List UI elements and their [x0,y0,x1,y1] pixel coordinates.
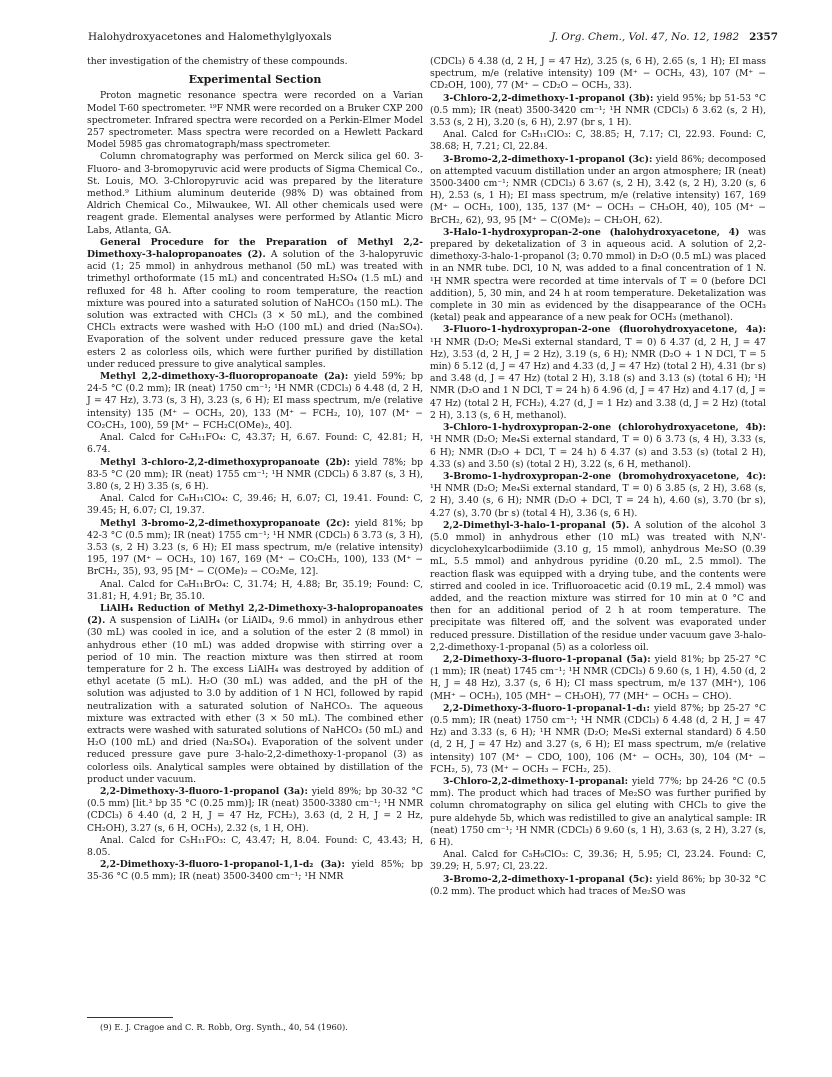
paragraph [430,703,766,776]
paragraph [87,518,423,579]
paragraph-body: ¹H NMR (D₂O; Me₄Si external standard, T = 0) δ 3.73 (s, 4 H), 3.33 (s, 6 H); NMR (D₂O + DCl, T = 24 h) δ 4.37 (s) and 3.53 (s) (total 2 H), 4.33 (s) and 3.50 (s) (total 2 H), 3.22 (s, 6 H, methanol). [430,434,766,470]
paragraph-body: A solution of the 3-halopyruvic acid (1; 25 mmol) in anhydrous methanol (50 mL) was treated with trimethyl orthoformate (15 mL) and concentrated H₂SO₄ (1.5 mL) and refluxed for 48 h. After cooling to room temperature, the reaction mixture was poured into a saturated solution of NaHCO₃ (150 mL). The solution was extracted with CHCl₃ (3 × 50 mL), and the combined CHCl₃ extracts were washed with H₂O (100 mL) and dried (Na₂SO₄). Evaporation of the solvent under reduced pressure gave the ketal esters 2 as colorless oils, which were further purified by distillation under reduced pressure to give analytical samples. [87,249,423,370]
compound-heading: 3-Halo-1-hydroxypropan-2-one (halohydroxyacetone, 4) [443,226,740,238]
paragraph-heading: General Procedure for the Preparation of Methyl 2,2-Dimethoxy-3-halopropanoates (2). [87,236,423,261]
paragraph-body: yield 95%; bp 51-53 °C (0.5 mm); IR (neat) 3500-3420 cm⁻¹; ¹H NMR (CDCl₃) δ 3.62 (s, 2 H), 3.53 (s, 2 H), 3.20 (s, 6 H), 2.97 (br s, 1 H). [430,92,767,129]
paragraph [430,471,766,520]
paragraph [87,237,423,371]
paragraph [430,874,766,898]
paragraph: (CDCl₃) δ 4.38 (d, 2 H, J = 47 Hz), 3.25 (s, 6 H), 2.65 (s, 1 H); EI mass spectrum, m/e (relative intensity) 109 (M⁺ − OCH₃, 43), 107 (M⁺ − CD₂OH, 100), 77 (M⁺ − CD₂O − OCH₃, 33). [430,56,766,92]
paragraph-body: A suspension of LiAlH₄ (or LiAlD₄, 9.6 mmol) in anhydrous ether (30 mL) was cooled in ice, and a solution of the ester 2 (8 mmol) in anhydrous ether (10 mL) was added dropwise with stirring over a period of 10 min. The reaction mixture was then stirred at room temperature for 2 h. The excess LiAlH₄ was destroyed by addition of ethyl acetate (5 mL). H₂O (30 mL) was added, and the pH of the solution was adjusted to 3.0 by addition of 1 N HCl, followed by rapid neutralization with a saturated solution of NaHCO₃. The aqueous mixture was extracted with ether (3 × 50 mL). The combined ether extracts were washed with saturated solutions of NaHCO₃ (50 mL) and H₂O (100 mL) and dried (Na₂SO₄). Evaporation of the solvent under reduced pressure gave pure 3-halo-2,2-dimethoxy-1-propanol (3) as colorless oils. Analytical samples were obtained by distillation of the product under vacuum. [87,615,423,785]
compound-heading: 3-Chloro-1-hydroxypropan-2-one (chlorohydroxyacetone, 4b): [443,422,766,434]
paragraph [87,603,423,786]
paragraph [430,93,766,130]
paragraph-body: yield 78%; bp 83-5 °C (20 mm); IR (neat) 1755 cm⁻¹; ¹H NMR (CDCl₃) δ 3.87 (s, 3 H), 3.80 (s, 2 H) 3.35 (s, 6 H). [87,456,423,492]
paragraph-heading: LiAlH₄ Reduction of Methyl 2,2-Dimethoxy-3-halopropanoates (2). [87,602,423,627]
paragraph-body: yield 86%; bp 30-32 °C (0.2 mm). The product which had traces of Me₂SO was [430,873,766,897]
footnote: (9) E. J. Cragoe and C. R. Robb, Org. Synth., 40, 54 (1960). [100,1022,348,1032]
analysis-line: Anal. Calcd for C₆H₁₁FO₄: C, 43.37; H, 6.67. Found: C, 42.81; H, 6.74. [87,432,423,456]
paragraph [87,457,423,494]
paragraph-body: ¹H NMR (D₂O; Me₄Si external standard, T = 0) δ 3.85 (s, 2 H), 3.68 (s, 2 H), 3.40 (s, 6 H); NMR (D₂O + DCl, T = 24 h), 4.60 (s), 3.70 (br s), 4.27 (s), 3.70 (br s) (total 4 H), 3.36 (s, 6 H). [430,483,766,519]
paragraph [87,786,423,835]
compound-heading: 3-Chloro-2,2-dimethoxy-1-propanal: [443,775,629,787]
compound-heading: 3-Bromo-2,2-dimethoxy-1-propanol (3c): [443,153,653,165]
paragraph [87,859,423,883]
compound-heading: 3-Bromo-1-hydroxypropan-2-one (bromohydroxyacetone, 4c): [443,470,766,482]
analysis-line: Anal. Calcd for C₅H₁₁FO₃: C, 43.47; H, 8.04. Found: C, 43.43; H, 8.05. [87,834,423,858]
compound-heading: 2,2-Dimethoxy-3-fluoro-1-propanol (3a): [100,785,308,797]
compound-heading: 2,2-Dimethyl-3-halo-1-propanal (5). [443,519,630,531]
left-column [87,56,423,884]
paragraph-body: yield 81%; bp 42-3 °C (0.5 mm); IR (neat) 1755 cm⁻¹; ¹H NMR (CDCl₃) δ 3.73 (s, 3 H), 3.53 (s, 2 H) 3.23 (s, 6 H); EI mass spectrum, m/e (relative intensity) 195, 197 (M⁺ − OCH₃, 10) 167, 169 (M⁺ − CO₂CH₃, 100), 133 (M⁺ − BrCH₂, 35), 93, 95 [M⁺ − C(OMe)₂ − CO₂Me, 12]. [87,517,424,578]
paragraph-body: yield 59%; bp 24-5 °C (0.2 mm); IR (neat) 1750 cm⁻¹; ¹H NMR (CDCl₃) δ 4.48 (d, 2 H, J = 47 Hz), 3.73 (s, 3 H), 3.23 (s, 6 H); EI mass spectrum, m/e (relative intensity) 135 (M⁺ − OCH₃, 20), 133 (M⁺ − FCH₂, 10), 107 (M⁺ − CO₂CH₃, 100), 59 [M⁺ − FCH₂C(OMe)₂, 40]. [87,371,423,431]
paragraph: Column chromatography was performed on Merck silica gel 60. 3-Fluoro- and 3-bromopyruvic acid were products of Sigma Chemical Co., St. Louis, MO. 3-Chloropyruvic acid was prepared by the literature method.⁹ Lithium aluminum deuteride (98% D) was obtained from Aldrich Chemical Co., Milwaukee, WI. All other chemicals used were reagent grade. Elemental analyses were performed by Atlantic Micro Labs, Atlanta, GA. [87,151,423,236]
paragraph-body: yield 77%; bp 24-26 °C (0.5 mm). The product which had traces of Me₂SO was further purified by column chromatography on silica gel eluting with CHCl₃ to give the pure aldehyde 5b, which was redistilled to give an analytical sample: IR (neat) 1750 cm⁻¹; ¹H NMR (CDCl₃) δ 9.60 (s, 1 H), 3.63 (s, 2 H), 3.27 (s, 6 H). [430,775,766,848]
paragraph [430,154,766,227]
compound-heading: 3-Fluoro-1-hydroxypropan-2-one (fluorohydroxyacetone, 4a): [443,324,766,336]
compound-heading: 3-Bromo-2,2-dimethoxy-1-propanal (5c): [443,873,653,885]
page-number: 2357 [749,31,778,43]
paragraph-body: yield 86%; decomposed on attempted vacuum distillation under an argon atmosphere; IR (neat) 3500-3400 cm⁻¹; NMR (CDCl₃) δ 3.67 (s, 2 H), 3.42 (s, 2 H), 3.20 (s, 6 H), 2.53 (s, 1 H); EI mass spectrum, m/e (relative intensity) 167, 169 (M⁺ − OCH₃, 100), 135, 137 (M⁺ − OCH₃ − CH₃OH, 40), 105 (M⁺ − BrCH₂, 62), 93, 95 [M⁺ − C(OMe)₂ − CH₂OH, 62). [430,153,766,226]
compound-heading: 2,2-Dimethoxy-3-fluoro-1-propanal-1-d₁: [443,702,650,714]
paragraph-body: yield 89%; bp 30-32 °C (0.5 mm) [lit.³ bp 35 °C (0.25 mm)]; IR (neat) 3500-3380 cm⁻¹; ¹H NMR (CDCl₃) δ 4.40 (d, 2 H, J = 47 Hz, FCH₂), 3.63 (d, 2 H, J = 2 Hz, CH₂OH), 3.27 (s, 6 H, OCH₃), 2.32 (s, 1 H, OH). [87,785,423,834]
compound-heading: 3-Chloro-2,2-dimethoxy-1-propanol (3b): [443,92,654,104]
analysis-line: Anal. Calcd for C₅H₁₁ClO₃: C, 38.85; H, 7.17; Cl, 22.93. Found: C, 38.68; H, 7.21; Cl, 22.84. [430,129,766,153]
paragraph-body: A solution of the alcohol 3 (5.0 mmol) in anhydrous ether (10 mL) was treated with N,N'-dicyclohexylcarbodiimide (3.10 g, 15 mmol), anhydrous Me₂SO (0.39 mL, 5.5 mmol) and anhydrous pyridine (0.20 mL, 2.5 mmol). The reaction flask was equipped with a drying tube, and the contents were stirred and cooled in ice. Trifluoroacetic acid (0.19 mL, 2.4 mmol) was added, and the reaction mixture was stirred for 10 min at 0 °C and then for an additional period of 2 h at room temperature. The precipitate was filtered off, and the solvent was evaporated under reduced pressure. Distillation of the residue under vacuum gave 3-halo-2,2-dimethoxy-1-propanal (5) as a colorless oil. [430,519,766,653]
paragraph-body: yield 85%; bp 35-36 °C (0.5 mm); IR (neat) 3500-3400 cm⁻¹; ¹H NMR [87,859,423,883]
analysis-line: Anal. Calcd for C₆H₁₁BrO₄: C, 31.74; H, 4.88; Br, 35.19; Found: C, 31.81; H, 4.91; Br, 35.10. [87,578,423,602]
journal-volume: Vol. 47, No. 12, 1982 [628,31,740,43]
paragraph-body: yield 87%; bp 25-27 °C (0.5 mm); IR (neat) 1750 cm⁻¹; ¹H NMR (CDCl₃) δ 4.48 (d, 2 H, J = 47 Hz) and 3.33 (s, 6 H); ¹H NMR (D₂O; Me₄Si external standard) δ 4.50 (d, 2 H, J = 47 Hz) and 3.27 (s, 6 H); EI mass spectrum, m/e (relative intensity) 107 (M⁺ − CDO, 100), 106 (M⁺ − OCH₃, 30), 104 (M⁺ − FCH₂, 5), 73 (M⁺ − OCH₃ − FCH₂, 25). [430,702,766,775]
compound-heading: Methyl 2,2-dimethoxy-3-fluoropropanoate (2a): [100,371,349,383]
compound-heading: Methyl 3-bromo-2,2-dimethoxypropanoate (2c): [100,517,350,529]
paragraph [430,520,766,654]
compound-heading: 2,2-Dimethoxy-3-fluoro-1-propanal (5a): [443,653,651,665]
compound-heading: 2,2-Dimethoxy-3-fluoro-1-propanol-1,1-d₂ (3a): [100,859,345,871]
paragraph [87,371,423,432]
intro-text: ther investigation of the chemistry of these compounds. [87,56,348,67]
journal-name: J. Org. Chem., [551,31,626,43]
paragraph: Proton magnetic resonance spectra were recorded on a Varian Model T-60 spectrometer. ¹⁹F NMR were recorded on a Bruker CXP 200 spectrometer. Infrared spectra were recorded on a Perkin-Elmer Model 257 spectrometer. Mass spectra were recorded on a Hewlett Packard Model 5985 gas chromatograph/mass spectrometer. [87,90,423,151]
analysis-line: Anal. Calcd for C₆H₁₁ClO₄: C, 39.46; H, 6.07; Cl, 19.41. Found: C, 39.45; H, 6.07; Cl, 19.37. [87,493,423,517]
paragraph [430,227,766,325]
right-column [430,56,766,898]
paragraph-body: was prepared by deketalization of 3 in aqueous acid. A solution of 2,2-dimethoxy-3-halo-1-propanol (3; 0.70 mmol) in D₂O (0.5 mL) was placed in an NMR tube. DCl, 10 N, was added to a final concentration of 1 N. ¹H NMR spectra were recorded at time intervals of T = 0 (before DCl addition), 5, 30 min, and 24 h at room temperature. Deketalization was complete in 30 min as evidenced by the disappearance of the OCH₃ (ketal) peak and appearance of a new peak for OCH₃ (methanol). [430,226,766,324]
paragraph [430,422,766,471]
journal-citation [551,31,778,43]
compound-heading: Methyl 3-chloro-2,2-dimethoxypropanoate (2b): [100,456,351,468]
section-title: Experimental Section [188,73,322,87]
analysis-line: Anal. Calcd for C₅H₉ClO₃: C, 39.36; H, 5.95; Cl, 23.24. Found: C, 39.29; H, 5.97; Cl, 23.22. [430,849,766,873]
paragraph-body: ¹H NMR (D₂O; Me₄Si external standard, T = 0) δ 4.37 (d, 2 H, J = 47 Hz), 3.53 (d, 2 H, J = 2 Hz), 3.19 (s, 6 H); NMR (D₂O + 1 N DCl, T = 5 min) δ 5.12 (d, J = 47 Hz) and 4.33 (d, J = 47 Hz) (total 2 H), 4.31 (br s) and 3.48 (d, J = 47 Hz) (total 2 H), 3.18 (s) and 3.13 (s) (total 6 H); ¹H NMR (D₂O and 1 N DCl, T = 24 h) δ 4.96 (d, J = 47 Hz) and 4.17 (d, J = 47 Hz) (total 2 H, FCH₂), 4.27 (d, J = 1 Hz) and 3.38 (d, J = 2 Hz) (total 2 H), 3.13 (s, 6 H, methanol). [430,336,766,421]
running-title: Halohydroxyacetones and Halomethylglyoxals [88,31,332,43]
paragraph-body: yield 81%; bp 25-27 °C (1 mm); IR (neat) 1745 cm⁻¹; ¹H NMR (CDCl₃) δ 9.60 (s, 1 H), 4.50 (d, 2 H, J = 48 Hz), 3.37 (s, 6 H); CI mass spectrum, m/e 137 (MH⁺), 106 (MH⁺ − OCH₃), 105 (MH⁺ − CH₃OH), 77 (MH⁺ − OCH₃ − CHO). [430,653,766,702]
paragraph [430,324,766,422]
paragraph [430,654,766,703]
paragraph [430,776,766,849]
footnote-divider [87,1017,173,1018]
